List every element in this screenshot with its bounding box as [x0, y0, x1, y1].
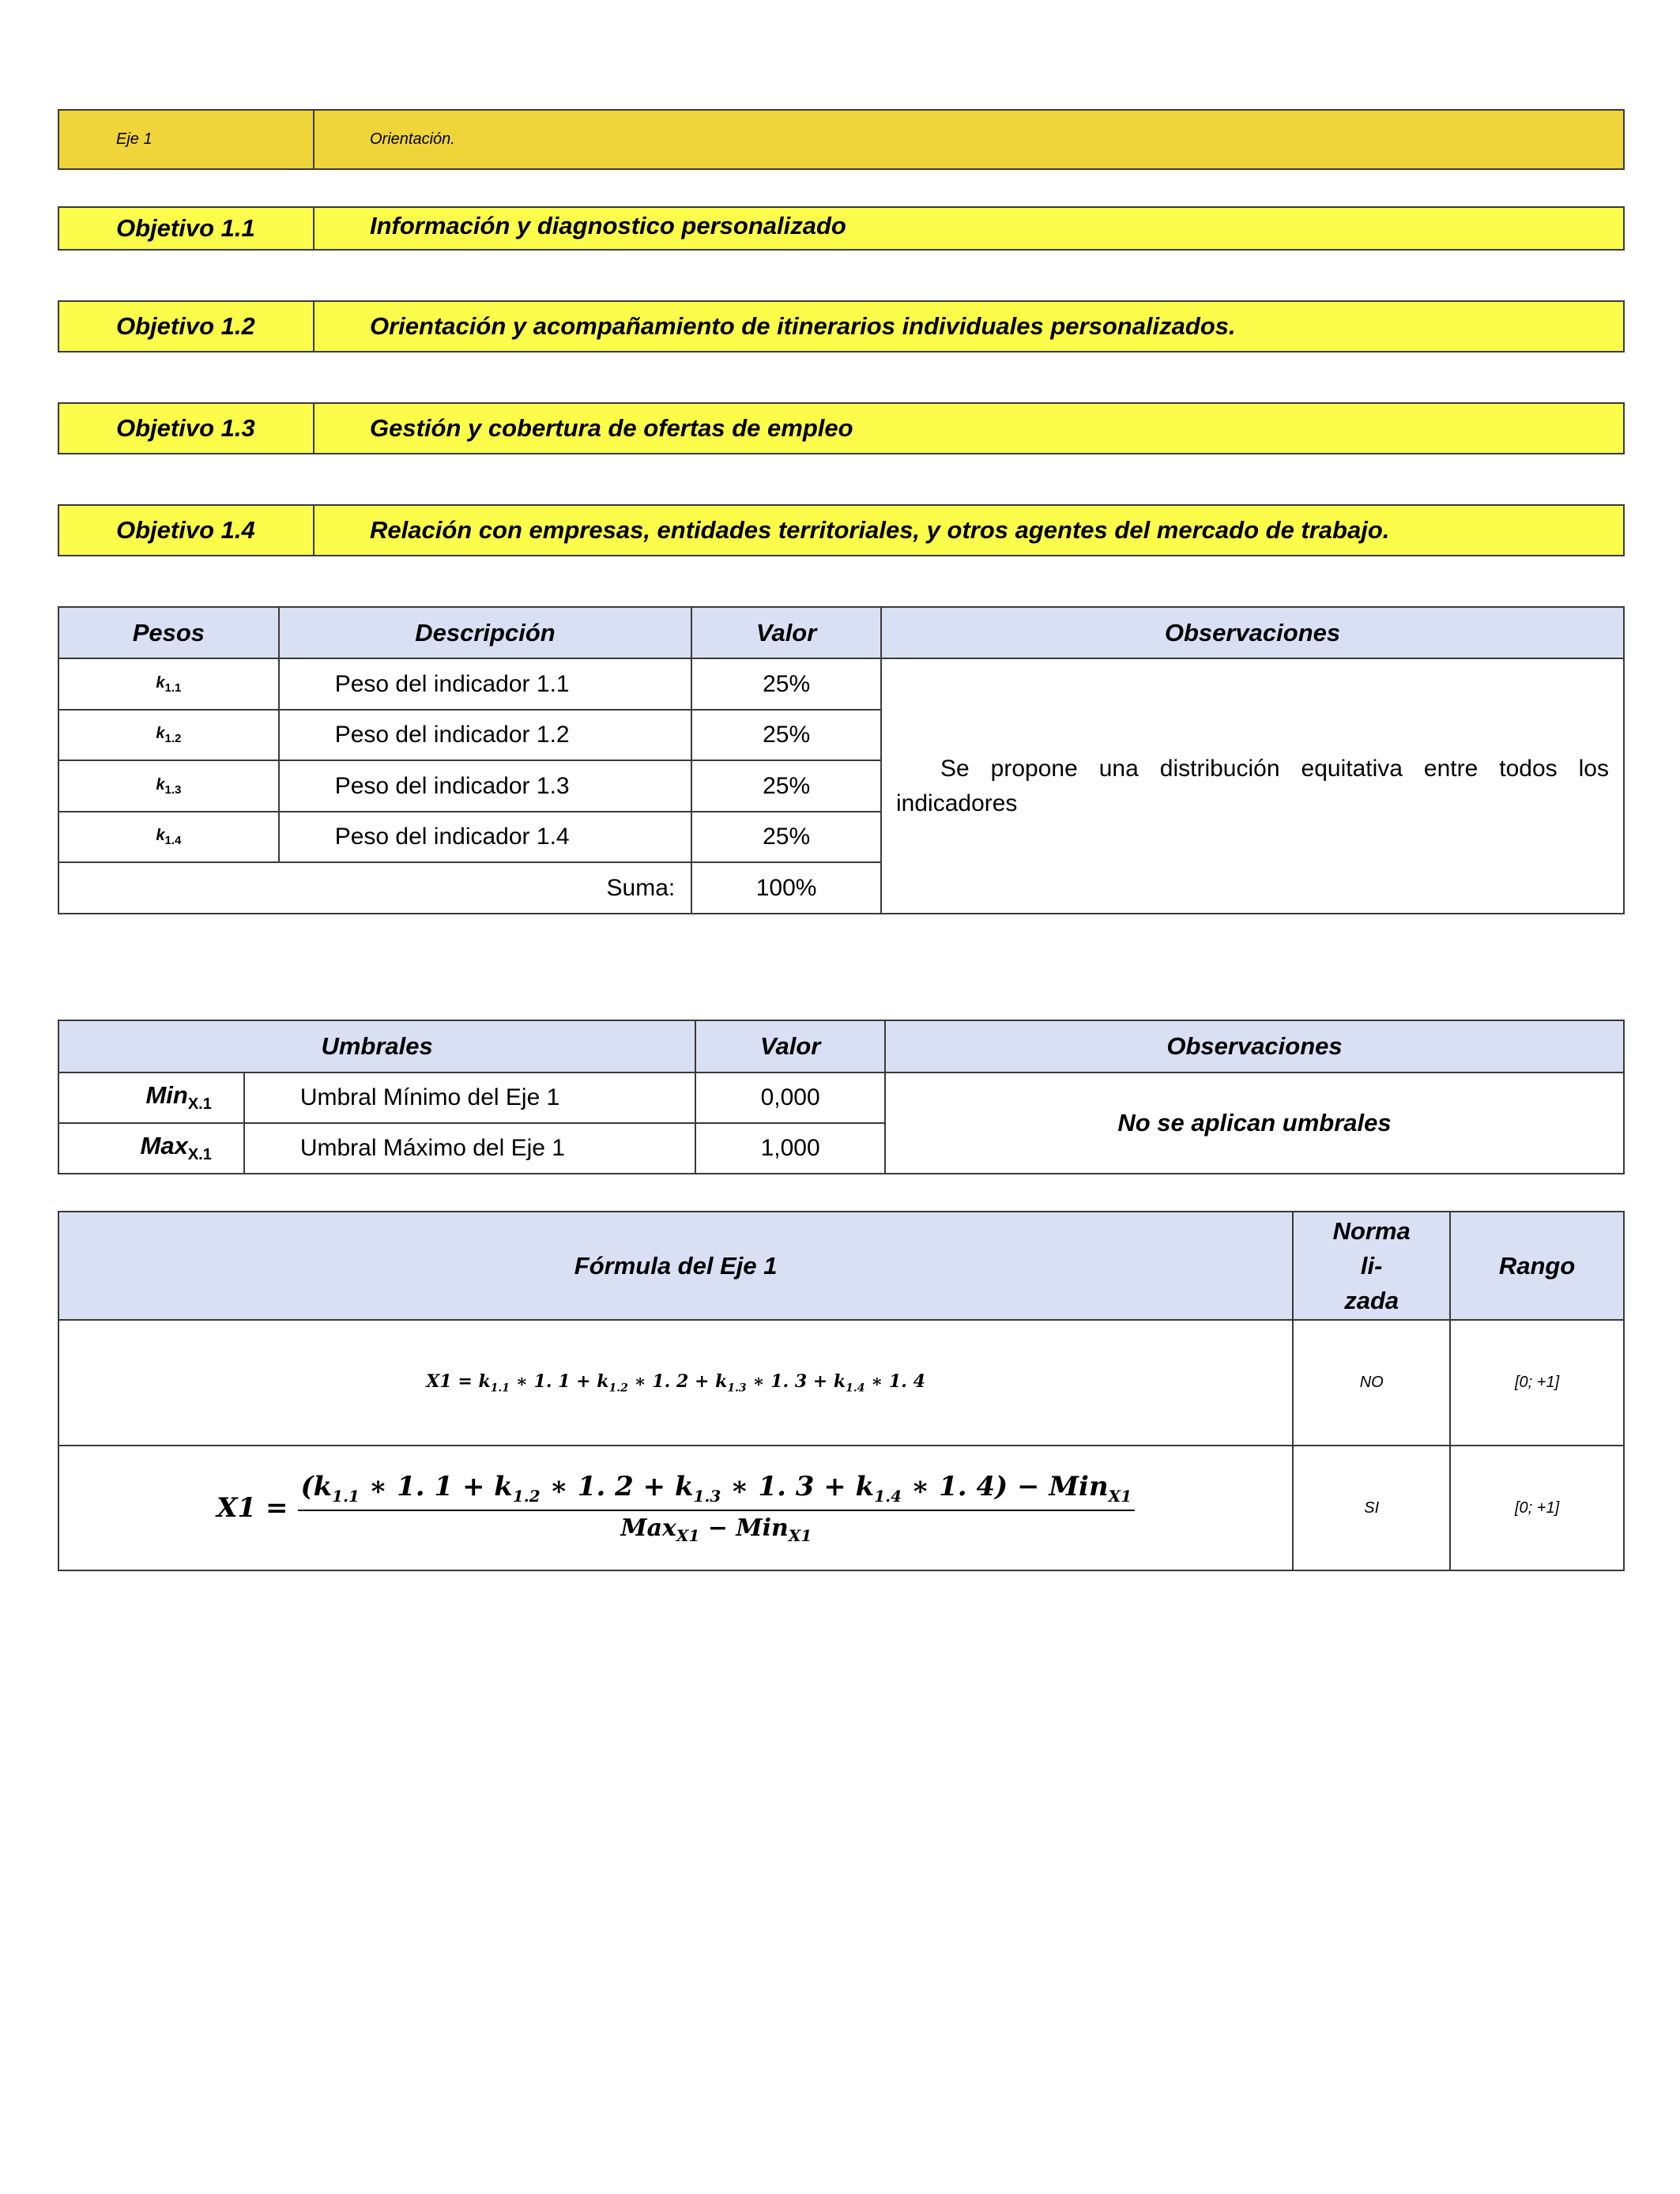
axis-title: Orientación.: [370, 130, 455, 148]
table-row: [58, 1072, 1624, 1123]
header-formula: Fórmula del Eje 1: [58, 1212, 1293, 1320]
header-normalizada-line: li-: [1360, 1251, 1383, 1280]
objective-row: [58, 402, 1625, 454]
normalized-flag: NO: [1293, 1320, 1450, 1446]
threshold-description: Umbral Máximo del Eje 1: [244, 1123, 695, 1174]
formula-plain: $X1 = k_{1.1}$ ∗ 1. $1 + k_{1.2}$ ∗ 1. $2 + k_{1.3}$ ∗ 1. $3 + k_{1.4}$ ∗ 1. 4: [58, 1320, 1293, 1446]
weight-description: Peso del indicador 1.1: [279, 658, 692, 710]
weight-symbol: $k_{1.1}$: [58, 658, 279, 710]
threshold-symbol: Max$_{X.1}$: [58, 1123, 244, 1174]
objective-label: Objetivo 1.2: [59, 302, 315, 351]
observation-text: Se propone una distribución equitativa entre todos los indicadores: [896, 755, 1609, 816]
fraction-numerator: ($k_{1.1}$ ∗ 1. $1 + k_{1.2}$ ∗ 1. $2 + k_{1.3}$ ∗ 1. $3 + k_{1.4}$ ∗ 1. 4) − Min$_{X1}$: [298, 1471, 1136, 1512]
objective-label: Objetivo 1.3: [59, 404, 315, 453]
objective-row: [58, 504, 1625, 556]
thresholds-table: [58, 1020, 1625, 1174]
header-rango: Rango: [1450, 1212, 1624, 1320]
objective-text: Orientación y acompañamiento de itinerarios individuales personalizados.: [370, 312, 1236, 340]
weights-table: [58, 606, 1625, 914]
weight-description: Peso del indicador 1.3: [279, 760, 692, 812]
weight-value: 25%: [691, 760, 881, 812]
header-normalizada-line: zada: [1344, 1286, 1399, 1314]
threshold-value: 1,000: [695, 1123, 885, 1174]
header-valor: Valor: [691, 607, 881, 658]
axis-band: [58, 109, 1625, 170]
weight-value: 25%: [691, 710, 881, 760]
weight-value: 25%: [691, 658, 881, 710]
sum-label: Suma:: [58, 862, 691, 914]
threshold-symbol: Min$_{X.1}$: [58, 1072, 244, 1123]
threshold-description: Umbral Mínimo del Eje 1: [244, 1072, 695, 1123]
header-descripcion: Descripción: [279, 607, 692, 658]
formula-table: [58, 1211, 1625, 1571]
objective-text: Gestión y cobertura de ofertas de empleo: [370, 414, 853, 442]
range-value: [0; +1]: [1450, 1320, 1624, 1446]
objective-label: Objetivo 1.1: [59, 208, 315, 249]
fraction-body: [298, 1471, 1136, 1546]
axis-label: Eje 1: [59, 111, 315, 168]
formula-lhs: X1 =: [217, 1491, 288, 1524]
objective-row: [58, 206, 1625, 251]
fraction-denominator: Max$_{X1}$ − Min$_{X1}$: [620, 1514, 812, 1546]
formula-normalized: [58, 1446, 1293, 1570]
header-normalizada: [1293, 1212, 1450, 1320]
objective-row: [58, 300, 1625, 352]
objective-label: Objetivo 1.4: [59, 506, 315, 555]
normalized-flag: SI: [1293, 1446, 1450, 1570]
table-row: [58, 1446, 1624, 1570]
weights-observation: [881, 658, 1624, 914]
range-value: [0; +1]: [1450, 1446, 1624, 1570]
weight-symbol: $k_{1.4}$: [58, 812, 279, 862]
weight-symbol: $k_{1.3}$: [58, 760, 279, 812]
header-observaciones: Observaciones: [881, 607, 1624, 658]
weight-symbol: $k_{1.2}$: [58, 710, 279, 760]
objective-text: Relación con empresas, entidades territoriales, y otros agentes del mercado de trabajo.: [370, 516, 1390, 544]
weight-description: Peso del indicador 1.4: [279, 812, 692, 862]
header-pesos: Pesos: [58, 607, 279, 658]
fraction: [217, 1471, 1135, 1546]
weight-value: 25%: [691, 812, 881, 862]
table-row: [58, 1320, 1624, 1446]
objective-text: Información y diagnostico personalizado: [370, 212, 846, 239]
header-observaciones: Observaciones: [885, 1020, 1624, 1072]
threshold-value: 0,000: [695, 1072, 885, 1123]
thresholds-observation: No se aplican umbrales: [885, 1072, 1624, 1174]
header-valor: Valor: [695, 1020, 885, 1072]
weight-description: Peso del indicador 1.2: [279, 710, 692, 760]
header-normalizada-line: Norma: [1332, 1216, 1411, 1245]
sum-value: 100%: [691, 862, 881, 914]
header-umbrales: Umbrales: [58, 1020, 695, 1072]
table-row: [58, 658, 1624, 710]
